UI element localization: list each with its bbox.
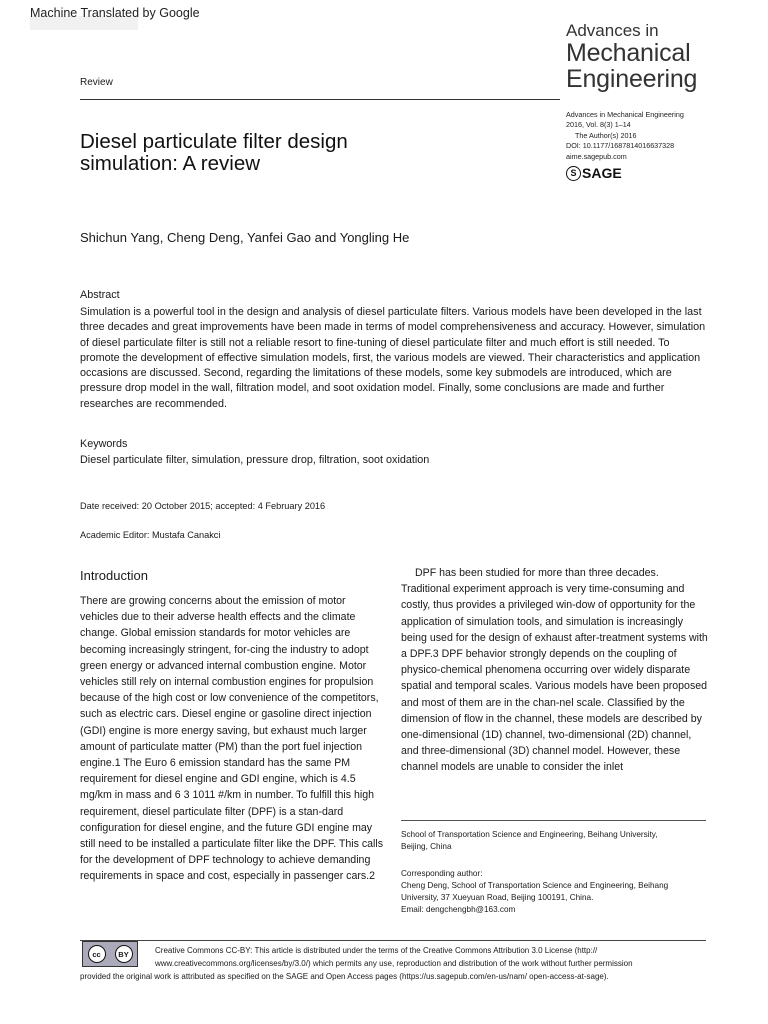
publisher-logo	[566, 165, 622, 181]
affiliation-line2: Beijing, China	[401, 842, 452, 851]
corresponding-line1: Cheng Deng, School of Transportation Science and Engineering, Beihang	[401, 881, 669, 890]
received-dates: Date received: 20 October 2015; accepted: 4 February 2016	[80, 501, 326, 511]
academic-editor: Academic Editor: Mustafa Canakci	[80, 530, 221, 540]
journal-logo	[566, 22, 697, 92]
title-line1: Diesel particulate filter design	[80, 130, 348, 153]
license-line2[interactable]: www.creativecommons.org/licenses/by/3.0/) which permits any use, reproduction and distribution of the work without further permission	[155, 959, 633, 968]
sage-icon: S	[566, 166, 581, 181]
journal-logo-line1: Advances in	[566, 21, 659, 40]
license-line1: Creative Commons CC-BY: This article is distributed under the terms of the Creative Commons Attribution 3.0 License (http://	[155, 946, 598, 955]
corresponding-line2: University, 37 Xueyuan Road, Beijing 100191, China.	[401, 893, 594, 902]
corresponding-email[interactable]: Email: dengchengbh@163.com	[401, 905, 516, 914]
license-text	[80, 944, 710, 983]
abstract-heading: Abstract	[80, 289, 120, 301]
affiliation-line1: School of Transportation Science and Engineering, Beihang University,	[401, 830, 658, 839]
keywords-heading: Keywords	[80, 438, 128, 450]
corresponding-author	[401, 868, 706, 916]
journal-meta	[566, 110, 684, 162]
meta-doi[interactable]: DOI: 10.1177/1687814016637328	[566, 141, 675, 151]
article-type: Review	[80, 77, 113, 88]
meta-copyright: The Author(s) 2016	[575, 130, 637, 140]
banner-text: Machine Translated by Google	[30, 6, 200, 20]
license-rule	[80, 940, 706, 941]
journal-logo-line3: Engineering	[566, 65, 698, 93]
abstract-body: Simulation is a powerful tool in the design and analysis of diesel particulate filters. Various models have been developed in the last three decades and great improvements have been made in terms of model comprehensiveness and accuracy. However, simulation of diesel particulate filter is still not a reliable resort to fine-tuning of diesel particulate filter and much effort is still needed. To promote the development of effective simulation models, first, the various models are viewed. Their characteristics and application occasions are discussed. Second, regarding the limitations of these models, some key submodels are introduced, which are pressure drop model in the wall, filtration model, and soot oxidation model. Finally, some conclusions are made and further researches are recommended.	[80, 306, 706, 410]
keywords-body: Diesel particulate filter, simulation, pressure drop, filtration, soot oxidation	[80, 454, 430, 466]
corresponding-label: Corresponding author:	[401, 869, 483, 878]
header-rule	[80, 99, 560, 100]
footnote-rule	[401, 820, 706, 821]
introduction-heading: Introduction	[80, 568, 148, 583]
authors: Shichun Yang, Cheng Deng, Yanfei Gao and Yongling He	[80, 230, 410, 245]
meta-journal-name: Advances in Mechanical Engineering	[566, 110, 684, 119]
meta-volume: 2016, Vol. 8(3) 1–14	[566, 120, 631, 130]
article-title	[80, 131, 400, 175]
journal-logo-line2: Mechanical	[566, 39, 691, 67]
publisher-name: SAGE	[582, 165, 622, 181]
right-column-para2: Traditional experiment approach is very time-consuming and costly, thus provides a privileged win-dow of opportunity for the application of simulation tools, and simulation is increasingly being used for the design of exhaust after-treatment systems with a DPF.3 DPF behavior strongly depends on the coupling of physico-chemical phenomena occurring over widely disparate spatial and temporal scales. Various models have been proposed and most of them are in the chan-nel scale. Classified by the dimension of flow in the channel, these models are described by one-dimensional (1D) channel, two-dimensional (2D) channel, and three-dimensional (3D) channel model. However, these channel models are unable to consider the inlet	[401, 583, 708, 774]
introduction-body: There are growing concerns about the emission of motor vehicles due to their adverse health effects and the climate change. Global emission standards for motor vehicles are becoming increasingly stringent, for-cing the industry to adopt green energy or advanced internal combustion engine. Motor vehicles still rely on internal combustion engines for propulsion because of the high cost or low convenience of the competitors, such as electric cars. Diesel engine or gasoline direct injection (GDI) engine is more energy saving, but exhaust much larger amount of particulate matter (PM) than the port fuel injection engine.1 The Euro 6 emission standard has the same PM requirement for diesel engine and GDI engine, which is 4.5 mg/km in mass and 6 3 1011 #/km in number. To fulfill this high requirement, diesel particulate filter (DPF) is a stan-dard configuration for diesel engine, and the future GDI engine may still need to be installed a particulate filter like the DPF. This calls for the development of DPF technology to achieve demanding requirements in space and cost, especially in passenger cars.2	[80, 595, 384, 883]
license-line3: provided the original work is attributed as specified on the SAGE and Open Access pages (https://us.sagepub.com/en-us/nam/ open-access-at-sage).	[80, 972, 609, 981]
right-column-body	[401, 565, 711, 776]
affiliation	[401, 829, 706, 853]
meta-website[interactable]: aime.sagepub.com	[566, 151, 627, 161]
machine-translation-banner	[30, 6, 200, 20]
right-column-para1: DPF has been studied for more than three decades.	[415, 567, 659, 579]
by-icon: BY	[115, 945, 133, 963]
cc-icon: cc	[88, 945, 106, 963]
title-line2: simulation: A review	[80, 152, 261, 175]
